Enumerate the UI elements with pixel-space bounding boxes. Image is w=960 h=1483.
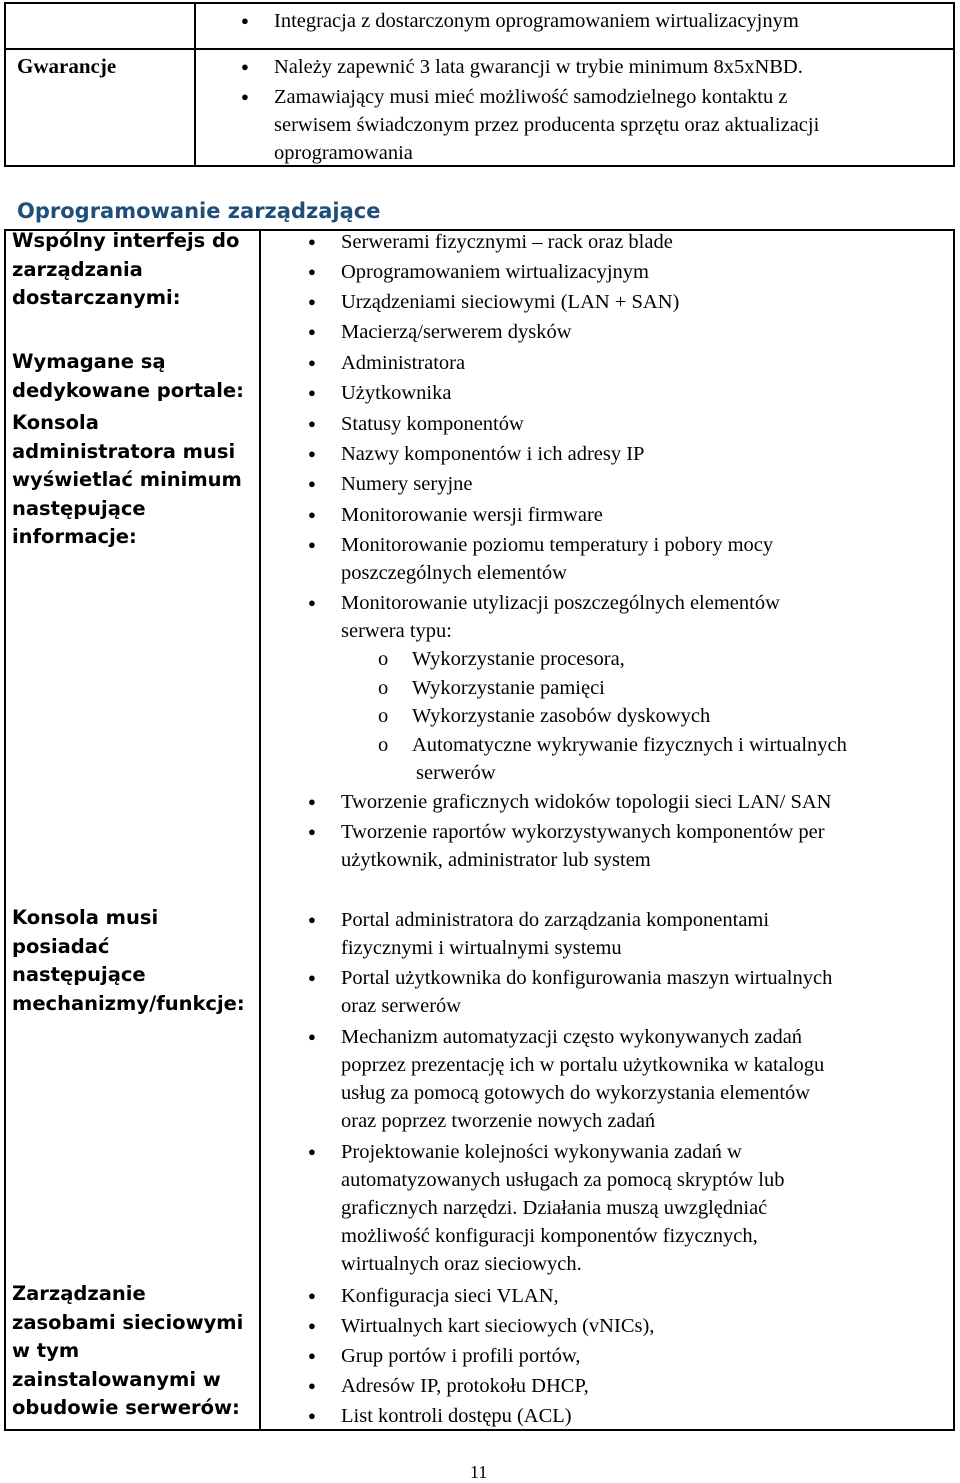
list-item: ● Macierzą/serwerem dysków xyxy=(308,321,572,343)
list-item: ● Projektowanie kolejności wykonywania zadań w automatyzowanych usługach za pomocą skryptów lub graficznych narzędzi. Działania muszą uwzględniać możliwość konfiguracji komponentów fizycznych, wirtualnych oraz sieciowych. xyxy=(308,1141,785,1275)
list-item: ● Monitorowanie poziomu temperatury i pobory mocy poszczególnych elementów xyxy=(308,534,774,584)
list-item: ● Monitorowanie wersji firmware xyxy=(308,504,603,526)
list-item: ● Portal użytkownika do konfigurowania maszyn wirtualnych oraz serwerów xyxy=(308,967,833,1017)
list-item: ● Konfiguracja sieci VLAN, xyxy=(308,1285,559,1307)
list-item: ● Adresów IP, protokołu DHCP, xyxy=(308,1375,589,1397)
list-item: ● Statusy komponentów xyxy=(308,413,524,435)
list-item: ● Monitorowanie utylizacji poszczególnych elementów serwera typu: xyxy=(308,592,780,642)
list-item: ● Grup portów i profili portów, xyxy=(308,1345,581,1367)
list-item: ● Administratora xyxy=(308,352,466,374)
list-item: ● Oprogramowaniem wirtualizacyjnym xyxy=(308,261,649,283)
list-item: ● Portal administratora do zarządzania komponentami fizycznymi i wirtualnymi systemu xyxy=(308,909,770,959)
row-label: Gwarancje xyxy=(17,54,117,78)
table-divider xyxy=(259,231,261,1429)
list-item: ● Zamawiający musi mieć możliwość samodzielnego kontaktu z serwisem świadczonym przez producenta sprzętu oraz aktualizacji oprogramowania xyxy=(241,86,820,164)
list-item: ● Tworzenie raportów wykorzystywanych komponentów per użytkownik, administrator lub system xyxy=(308,821,825,871)
list-item: ● Serwerami fizycznymi – rack oraz blade xyxy=(308,231,673,253)
list-item: ● Mechanizm automatyzacji często wykonywanych zadań poprzez prezentację ich w portalu użytkownika w katalogu usług za pomocą gotowych do wykorzystania elementów oraz poprzez tworzenie nowych zadań xyxy=(308,1026,825,1132)
row-label: Konsola musi posiadać następujące mechanizmy/funkcje: xyxy=(12,906,245,1015)
row-label: Konsola administratora musi wyświetlać minimum następujące informacje: xyxy=(12,411,242,548)
row-label: Zarządzanie zasobami sieciowymi w tym zainstalowanymi w obudowie serwerów: xyxy=(12,1282,244,1419)
list-item: ● Nazwy komponentów i ich adresy IP xyxy=(308,443,645,465)
row-label: Wspólny interfejs do zarządzania dostarczanymi: xyxy=(12,229,240,309)
section-title: Oprogramowanie zarządzające xyxy=(17,199,381,223)
list-item: ● Wirtualnych kart sieciowych (vNICs), xyxy=(308,1315,655,1337)
row-label: Wymagane są dedykowane portale: xyxy=(12,350,244,402)
list-item: ● Urządzeniami sieciowymi (LAN + SAN) xyxy=(308,291,680,313)
list-item: ● Numery seryjne xyxy=(308,473,473,495)
list-item: ● Należy zapewnić 3 lata gwarancji w trybie minimum 8x5xNBD. xyxy=(241,56,803,78)
list-item: ● Tworzenie graficznych widoków topologii sieci LAN/ SAN xyxy=(308,791,832,813)
list-item: ● List kontroli dostępu (ACL) xyxy=(308,1405,572,1427)
sub-list-item: o Wykorzystanie procesora, xyxy=(378,648,625,670)
table-divider xyxy=(194,4,196,165)
sub-list-item: o Wykorzystanie pamięci xyxy=(378,677,605,699)
table-divider xyxy=(6,48,953,50)
page-number: 11 xyxy=(470,1462,488,1482)
sub-list-item: o Wykorzystanie zasobów dyskowych xyxy=(378,705,711,727)
sub-list-item: o Automatyczne wykrywanie fizycznych i wirtualnych serwerów xyxy=(378,734,847,784)
list-item: ● Użytkownika xyxy=(308,382,452,404)
list-item: ● Integracja z dostarczonym oprogramowaniem wirtualizacyjnym xyxy=(241,10,799,32)
